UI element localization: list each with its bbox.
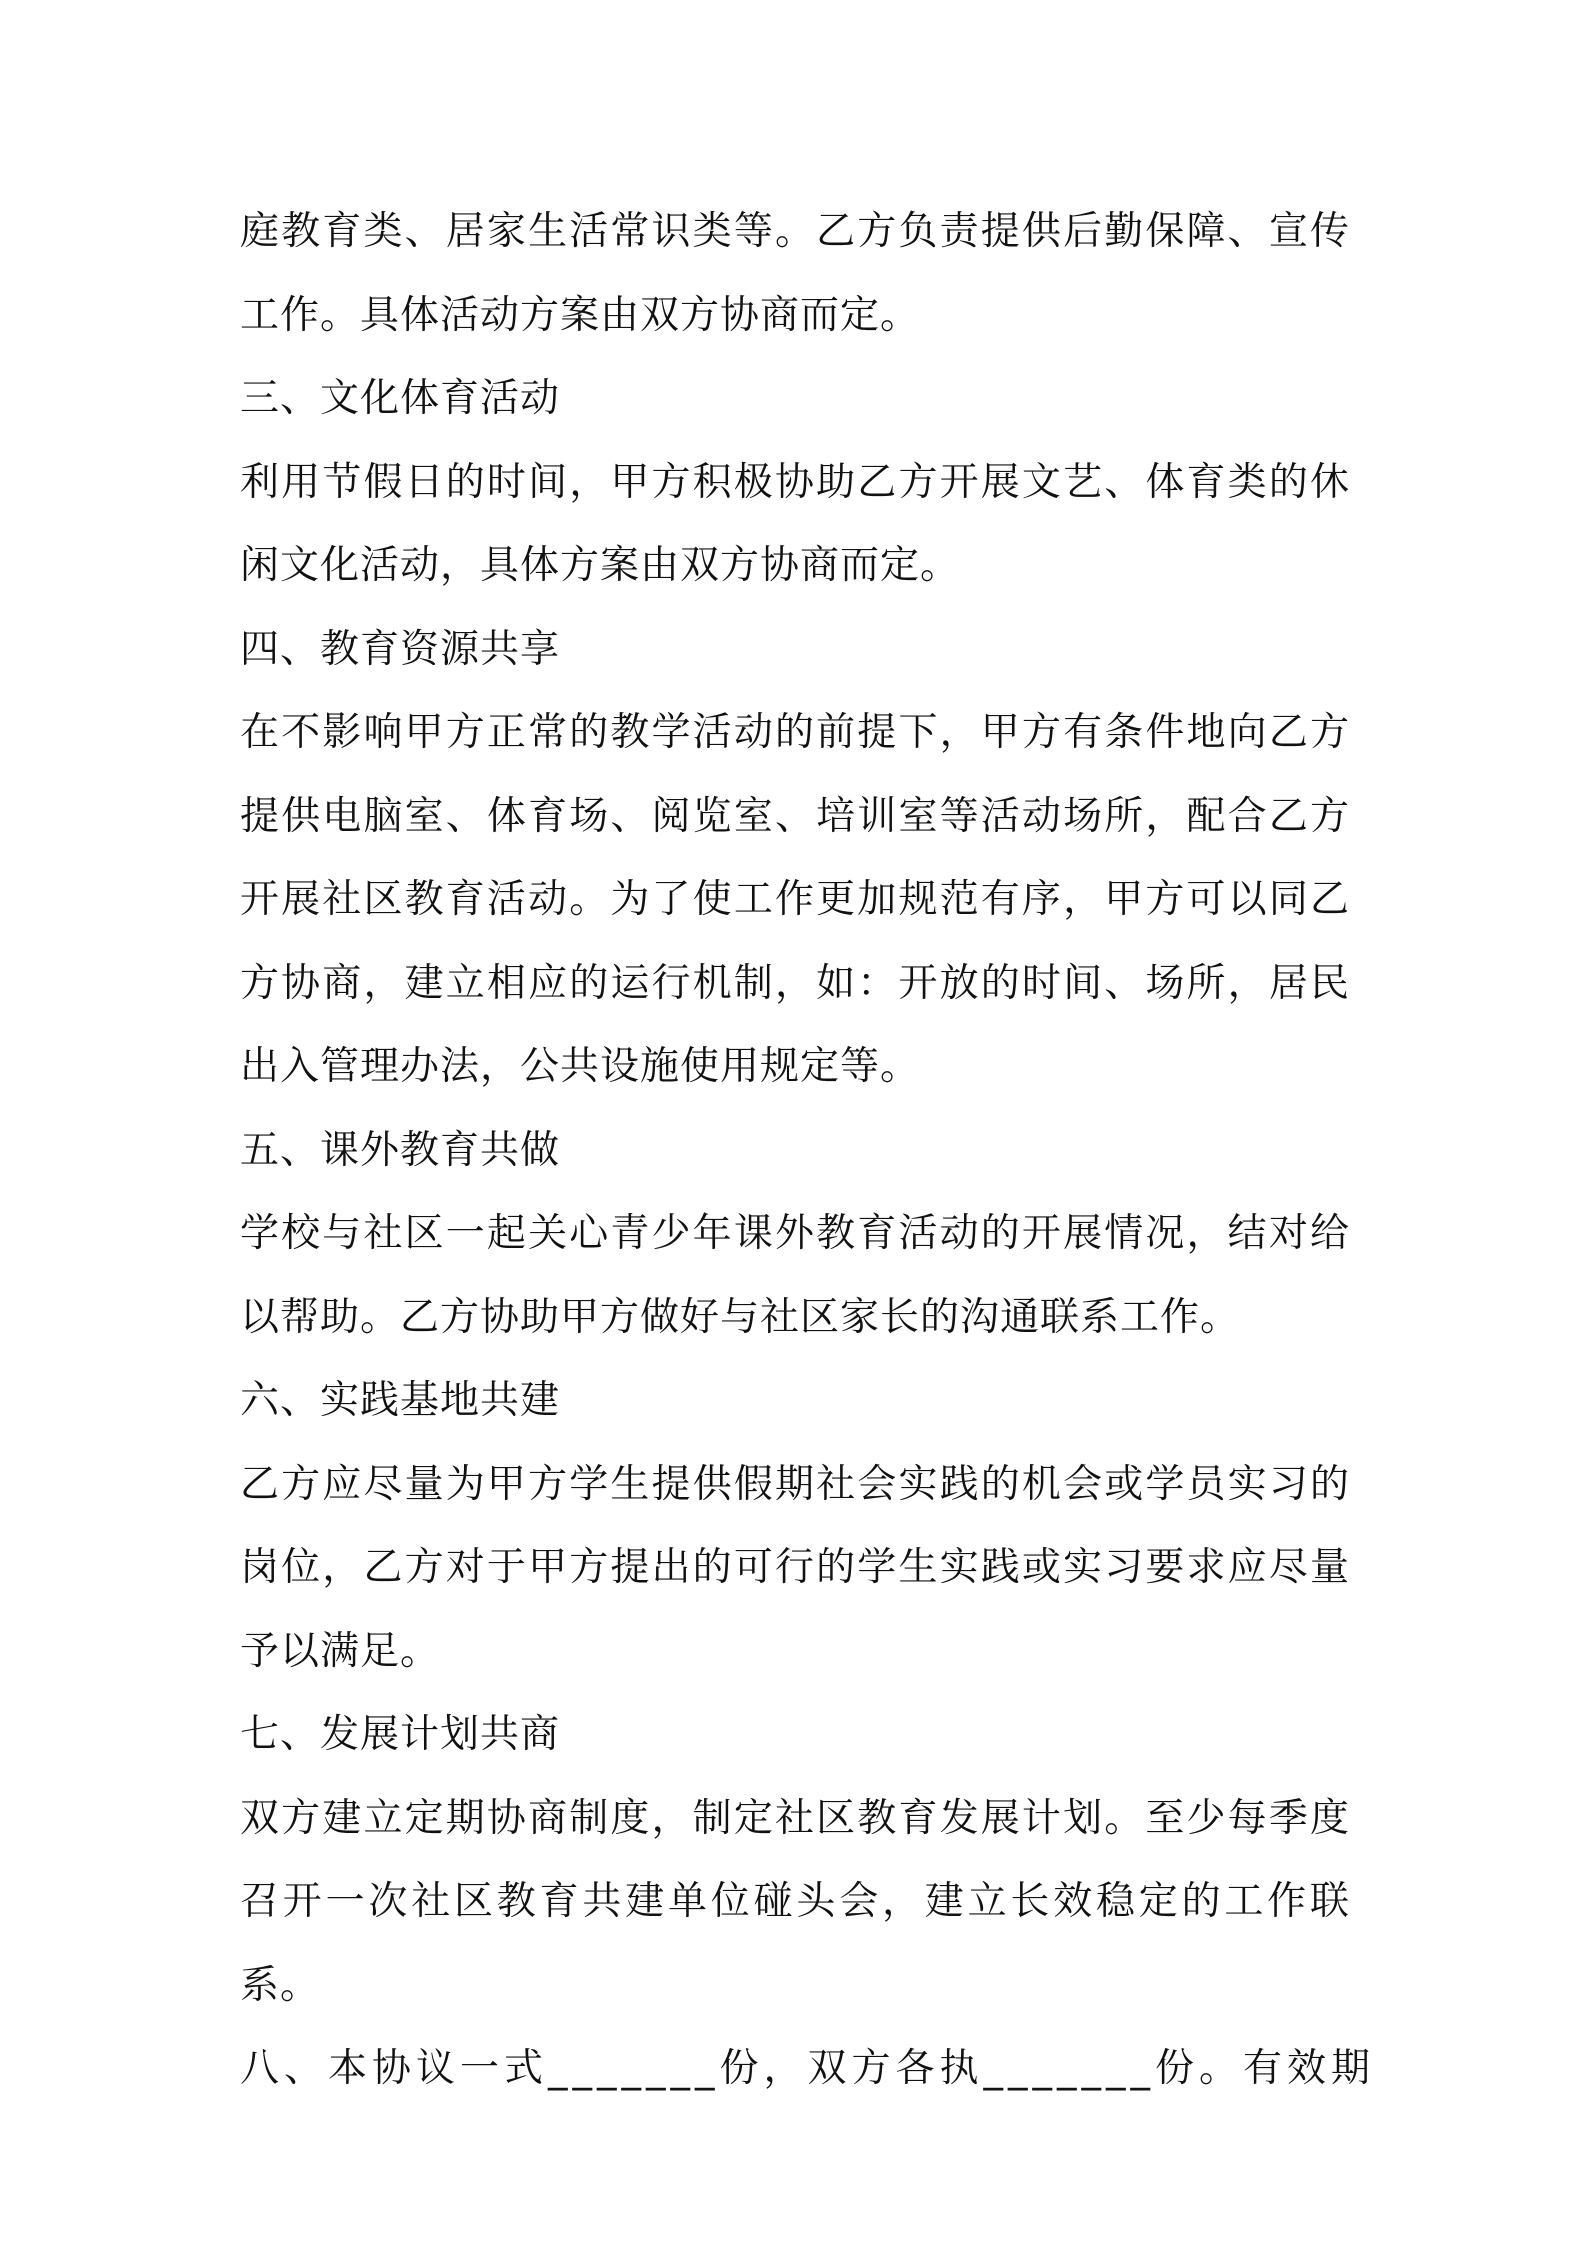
heading-practice-base: 六、实践基地共建 — [240, 1378, 561, 1423]
paragraph-culture-sports: 利用节假日的时间，甲方积极协助乙方开展文艺、体育类的休闲文化活动，具体方案由双方协商而定。 — [240, 459, 1350, 588]
heading-culture-sports: 三、文化体育活动 — [240, 376, 561, 421]
paragraph-resource-sharing: 在不影响甲方正常的教学活动的前提下，甲方有条件地向乙方提供电脑室、体育场、阅览室、培训室等活动场所，配合乙方开展社区教育活动。为了使工作更加规范有序，甲方可以同乙方协商，建立相应的运行机制，如：开放的时间、场所，居民出入管理办法，公共设施使用规定等。 — [240, 710, 1350, 1089]
paragraph-family-education: 庭教育类、居家生活常识类等。乙方负责提供后勤保障、宣传工作。具体活动方案由双方协商而定。 — [240, 209, 1350, 338]
heading-extracurricular: 五、课外教育共做 — [240, 1127, 561, 1173]
paragraph-practice-base: 乙方应尽量为甲方学生提供假期社会实践的机会或学员实习的岗位，乙方对于甲方提出的可行的学生实践或实习要求应尽量予以满足。 — [240, 1461, 1350, 1674]
heading-resource-sharing: 四、教育资源共享 — [240, 626, 561, 672]
paragraph-extracurricular: 学校与社区一起关心青少年课外教育活动的开展情况，结对给以帮助。乙方协助甲方做好与社区家长的沟通联系工作。 — [240, 1211, 1350, 1340]
heading-development-plan: 七、发展计划共商 — [240, 1712, 561, 1757]
agreement-copies-clause: 八、本协议一式_______份，双方各执_______份。有效期 — [240, 2046, 1376, 2091]
document-body — [240, 190, 1376, 2111]
paragraph-development-plan: 双方建立定期协商制度，制定社区教育发展计划。至少每季度召开一次社区教育共建单位碰头会，建立长效稳定的工作联系。 — [240, 1795, 1350, 2008]
